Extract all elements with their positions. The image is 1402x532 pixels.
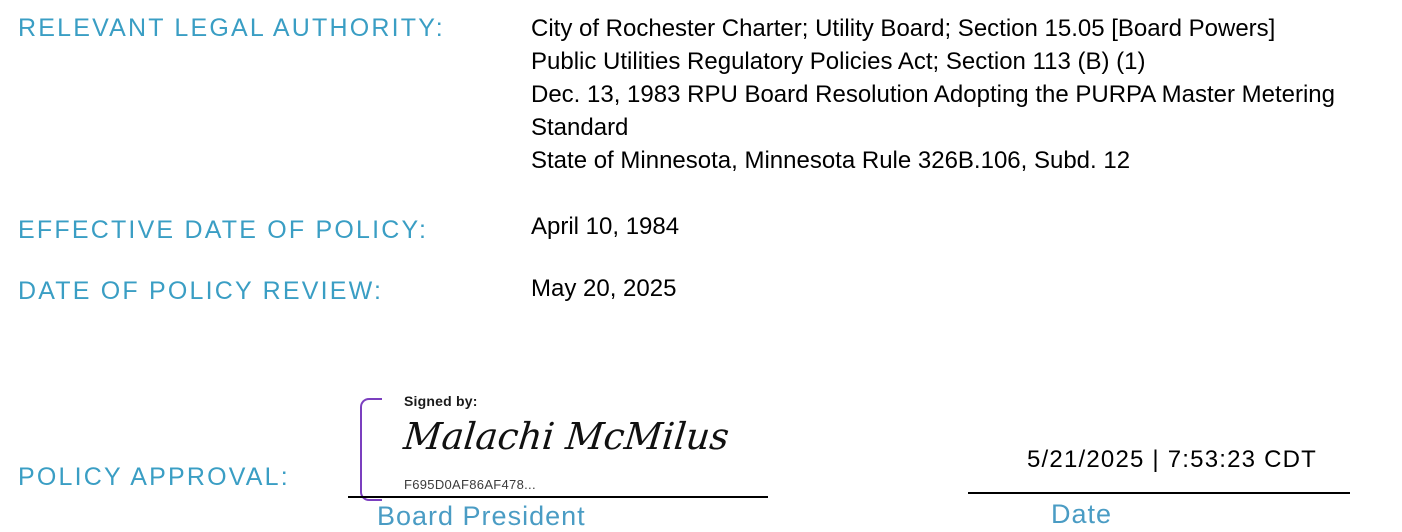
signature-rule-line [348, 496, 768, 498]
date-caption: Date [1051, 499, 1113, 529]
date-rule-line [968, 492, 1350, 494]
authority-line-1: City of Rochester Charter; Utility Board; Section 15.05 [Board Powers] [531, 15, 1276, 42]
signer-name: Malachi McMilus [401, 415, 732, 458]
signature-date-stamp: 5/21/2025 | 7:53:23 CDT [1027, 446, 1318, 473]
signature-bracket-icon [360, 398, 382, 501]
label-date-of-policy-review: DATE OF POLICY REVIEW: [18, 277, 384, 305]
effective-date-value: April 10, 1984 [531, 213, 680, 240]
authority-line-3: Dec. 13, 1983 RPU Board Resolution Adopting the PURPA Master Metering Standard [531, 81, 1335, 141]
authority-line-2: Public Utilities Regulatory Policies Act; Section 113 (B) (1) [531, 48, 1146, 75]
label-effective-date-of-policy: EFFECTIVE DATE OF POLICY: [18, 216, 429, 244]
envelope-id: F695D0AF86AF478... [404, 477, 536, 492]
policy-review-value: May 20, 2025 [531, 275, 677, 302]
label-relevant-legal-authority: RELEVANT LEGAL AUTHORITY: [18, 14, 445, 42]
signed-by-label: Signed by: [404, 393, 478, 409]
legal-authority-values [531, 12, 1391, 177]
authority-line-4: State of Minnesota, Minnesota Rule 326B.106, Subd. 12 [531, 147, 1131, 174]
label-policy-approval: POLICY APPROVAL: [18, 463, 290, 491]
signature-caption: Board President [377, 501, 586, 531]
